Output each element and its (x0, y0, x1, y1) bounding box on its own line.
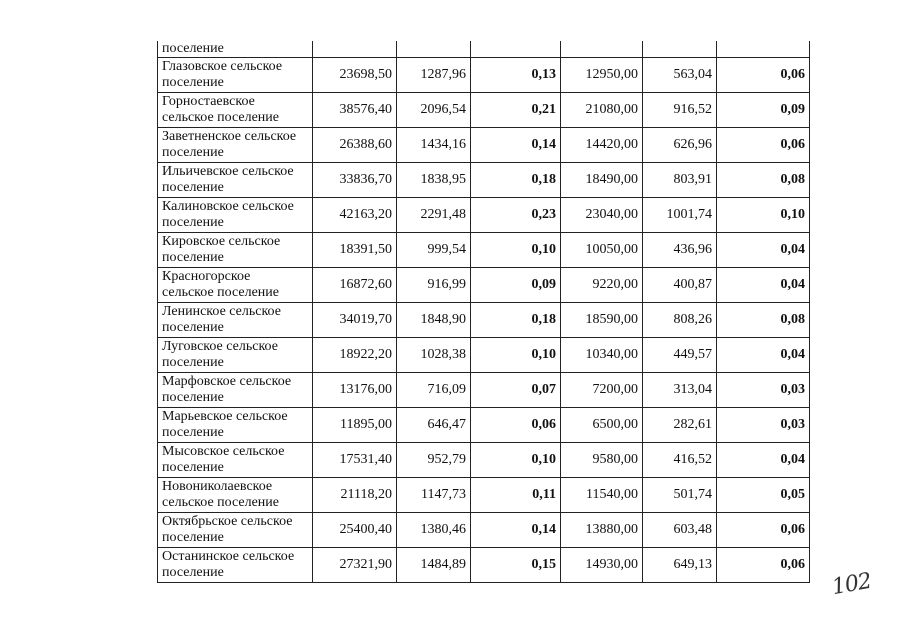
settlement-name: Ленинское сельское поселение (158, 303, 313, 338)
value-col1: 18922,20 (313, 338, 397, 373)
value-col2: 952,79 (397, 443, 471, 478)
share-col3: 0,09 (471, 268, 561, 303)
value-col2: 1028,38 (397, 338, 471, 373)
table-row (158, 478, 810, 513)
value-col4: 6500,00 (561, 408, 643, 443)
value-col1: 17531,40 (313, 443, 397, 478)
value-col1: 27321,90 (313, 548, 397, 583)
settlement-name: Красногорское сельское поселение (158, 268, 313, 303)
table-row (158, 373, 810, 408)
value-col1: 13176,00 (313, 373, 397, 408)
share-col6: 0,04 (717, 338, 810, 373)
share-col3: 0,11 (471, 478, 561, 513)
share-col3: 0,14 (471, 513, 561, 548)
share-col6: 0,05 (717, 478, 810, 513)
value-col5: 563,04 (643, 58, 717, 93)
settlements-table (157, 41, 810, 583)
table-row (158, 128, 810, 163)
value-col2: 1484,89 (397, 548, 471, 583)
settlement-name: Горностаевское сельское поселение (158, 93, 313, 128)
value-col2: 646,47 (397, 408, 471, 443)
share-col6: 0,06 (717, 128, 810, 163)
settlement-name: Октябрьское сельское поселение (158, 513, 313, 548)
value-col4: 14930,00 (561, 548, 643, 583)
table-row (158, 93, 810, 128)
table-row (158, 268, 810, 303)
value-col1: 34019,70 (313, 303, 397, 338)
table-row (158, 233, 810, 268)
value-col1: 42163,20 (313, 198, 397, 233)
table-row-continued (158, 41, 810, 58)
value-col2: 999,54 (397, 233, 471, 268)
share-col6: 0,06 (717, 58, 810, 93)
value-col2: 2291,48 (397, 198, 471, 233)
settlement-name: поселение (158, 41, 313, 58)
value-col5: 400,87 (643, 268, 717, 303)
value-col1: 16872,60 (313, 268, 397, 303)
value-col5: 916,52 (643, 93, 717, 128)
settlement-name: Глазовское сельское поселение (158, 58, 313, 93)
value-col4: 18490,00 (561, 163, 643, 198)
share-col6: 0,03 (717, 373, 810, 408)
value-col2: 716,09 (397, 373, 471, 408)
share-col6: 0,08 (717, 163, 810, 198)
value-col1: 18391,50 (313, 233, 397, 268)
table-row (158, 198, 810, 233)
value-col2: 1287,96 (397, 58, 471, 93)
settlement-name: Марфовское сельское поселение (158, 373, 313, 408)
value-col4: 14420,00 (561, 128, 643, 163)
value-col5: 501,74 (643, 478, 717, 513)
share-col3: 0,23 (471, 198, 561, 233)
table-row (158, 443, 810, 478)
value-col2: 1838,95 (397, 163, 471, 198)
share-col3: 0,14 (471, 128, 561, 163)
value-col5: 803,91 (643, 163, 717, 198)
share-col6: 0,03 (717, 408, 810, 443)
value-col5: 808,26 (643, 303, 717, 338)
table-row (158, 338, 810, 373)
table-row (158, 548, 810, 583)
value-col4: 13880,00 (561, 513, 643, 548)
value-col5: 603,48 (643, 513, 717, 548)
share-col3: 0,21 (471, 93, 561, 128)
settlement-name: Калиновское сельское поселение (158, 198, 313, 233)
value-col5: 1001,74 (643, 198, 717, 233)
share-col6: 0,06 (717, 548, 810, 583)
share-col6: 0,04 (717, 443, 810, 478)
table-row (158, 513, 810, 548)
settlement-name: Останинское сельское поселение (158, 548, 313, 583)
value-col2: 1434,16 (397, 128, 471, 163)
share-col3: 0,06 (471, 408, 561, 443)
share-col3: 0,10 (471, 338, 561, 373)
value-col2: 1380,46 (397, 513, 471, 548)
value-col1: 11895,00 (313, 408, 397, 443)
value-col5: 449,57 (643, 338, 717, 373)
value-col2: 1848,90 (397, 303, 471, 338)
share-col6: 0,10 (717, 198, 810, 233)
settlement-name: Ильичевское сельское поселение (158, 163, 313, 198)
value-col4: 11540,00 (561, 478, 643, 513)
value-col4: 21080,00 (561, 93, 643, 128)
table-row (158, 58, 810, 93)
settlement-name: Марьевское сельское поселение (158, 408, 313, 443)
value-col4: 7200,00 (561, 373, 643, 408)
value-col2: 916,99 (397, 268, 471, 303)
share-col3: 0,18 (471, 303, 561, 338)
value-col1: 38576,40 (313, 93, 397, 128)
value-col4: 18590,00 (561, 303, 643, 338)
value-col5: 313,04 (643, 373, 717, 408)
value-col2: 2096,54 (397, 93, 471, 128)
settlement-name: Луговское сельское поселение (158, 338, 313, 373)
value-col5: 626,96 (643, 128, 717, 163)
settlement-name: Новониколаевское сельское поселение (158, 478, 313, 513)
settlement-name: Кировское сельское поселение (158, 233, 313, 268)
value-col4: 10340,00 (561, 338, 643, 373)
table-row (158, 163, 810, 198)
share-col6: 0,04 (717, 268, 810, 303)
table-row (158, 303, 810, 338)
share-col6: 0,08 (717, 303, 810, 338)
value-col1: 21118,20 (313, 478, 397, 513)
share-col6: 0,09 (717, 93, 810, 128)
value-col5: 649,13 (643, 548, 717, 583)
share-col3: 0,10 (471, 443, 561, 478)
value-col1: 33836,70 (313, 163, 397, 198)
value-col4: 10050,00 (561, 233, 643, 268)
table-row (158, 408, 810, 443)
share-col6: 0,04 (717, 233, 810, 268)
value-col1: 25400,40 (313, 513, 397, 548)
value-col2: 1147,73 (397, 478, 471, 513)
value-col5: 282,61 (643, 408, 717, 443)
share-col6: 0,06 (717, 513, 810, 548)
share-col3: 0,07 (471, 373, 561, 408)
share-col3: 0,10 (471, 233, 561, 268)
share-col3: 0,15 (471, 548, 561, 583)
share-col3: 0,18 (471, 163, 561, 198)
value-col5: 436,96 (643, 233, 717, 268)
value-col5: 416,52 (643, 443, 717, 478)
settlement-name: Заветненское сельское поселение (158, 128, 313, 163)
value-col4: 12950,00 (561, 58, 643, 93)
value-col1: 23698,50 (313, 58, 397, 93)
value-col4: 9220,00 (561, 268, 643, 303)
value-col4: 23040,00 (561, 198, 643, 233)
share-col3: 0,13 (471, 58, 561, 93)
page-number: 102 (830, 568, 873, 601)
settlement-name: Мысовское сельское поселение (158, 443, 313, 478)
value-col4: 9580,00 (561, 443, 643, 478)
value-col1: 26388,60 (313, 128, 397, 163)
